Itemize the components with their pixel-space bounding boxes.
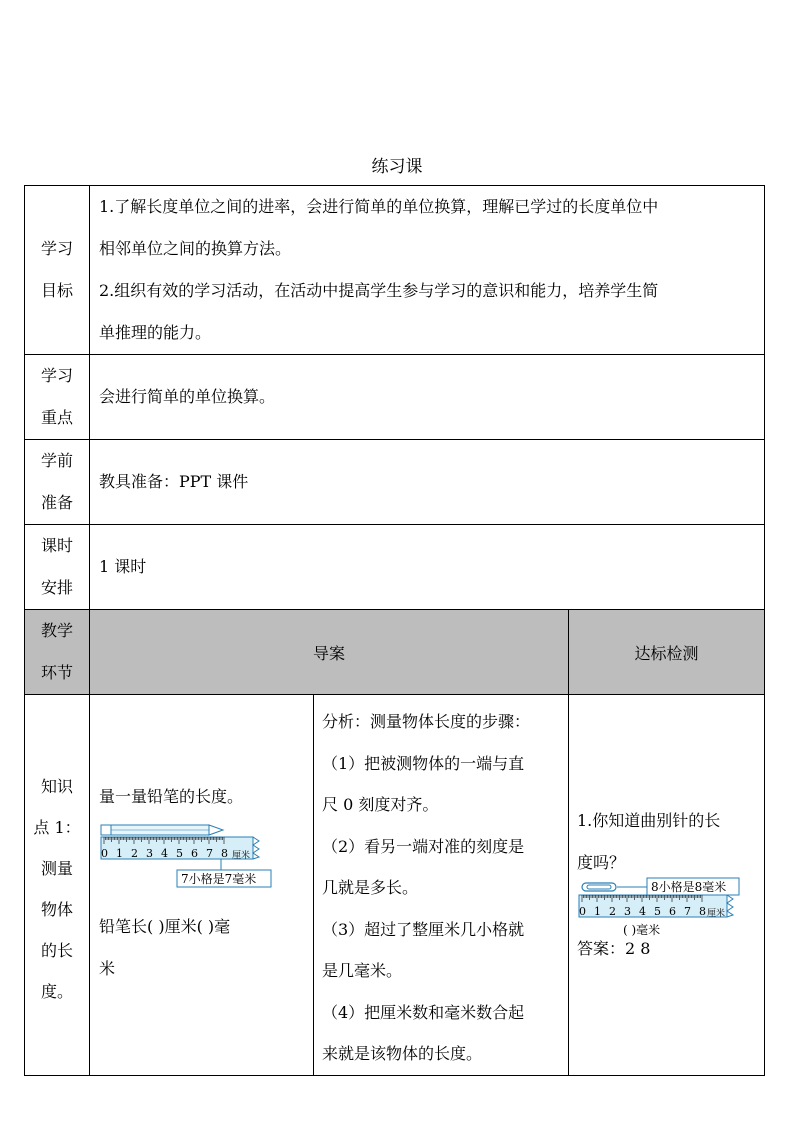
schedule-label-2: 安排 bbox=[40, 578, 73, 597]
ruler-tick-label: 5 bbox=[654, 904, 661, 918]
lesson-plan-table bbox=[24, 185, 765, 1076]
ruler-tick-label: 2 bbox=[131, 846, 138, 860]
ruler-tick-labels-2 bbox=[579, 905, 706, 918]
analysis-line: 分析：测量物体长度的步骤： bbox=[322, 712, 531, 731]
section-header-row bbox=[25, 610, 765, 695]
objectives-content bbox=[90, 186, 765, 355]
pencil-ruler-illustration bbox=[99, 822, 274, 890]
ruler-break-2 bbox=[727, 895, 733, 917]
pencil-task-cell bbox=[90, 695, 314, 1076]
ruler-tick-labels bbox=[101, 847, 228, 860]
analysis-line: （2）看另一端对准的刻度是 bbox=[322, 836, 525, 856]
schedule-label bbox=[25, 525, 90, 610]
ruler-tick-label: 2 bbox=[609, 904, 616, 918]
objectives-line-3: 2.组织有效的学习活动，在活动中提高学生参与学习的意识和能力，培养学生简 bbox=[99, 281, 659, 300]
ruler-tick-label: 4 bbox=[639, 904, 646, 918]
ruler-tick-label: 0 bbox=[101, 846, 108, 860]
knowledge-label-line: 测量 bbox=[40, 858, 73, 878]
ruler-tick-label: 7 bbox=[206, 846, 213, 860]
focus-label-1: 学习 bbox=[40, 366, 73, 385]
knowledge-label-line: 知识 bbox=[40, 776, 73, 796]
prep-label bbox=[25, 440, 90, 525]
focus-row bbox=[25, 355, 765, 440]
focus-label-2: 重点 bbox=[40, 408, 73, 427]
page-title: 练习课 bbox=[371, 157, 423, 177]
pencil-fill-line-1: 铅笔长( )厘米( )毫 bbox=[99, 916, 231, 936]
knowledge-label-line: 的长 bbox=[40, 940, 73, 960]
prep-label-1: 学前 bbox=[40, 451, 73, 470]
schedule-label-1: 课时 bbox=[40, 536, 73, 555]
ruler-tick-label: 3 bbox=[624, 904, 631, 918]
schedule-row bbox=[25, 525, 765, 610]
guide-header: 导案 bbox=[90, 610, 569, 695]
pencil-icon bbox=[101, 825, 223, 835]
check-cell bbox=[569, 695, 765, 1076]
ruler-tick-label: 0 bbox=[579, 904, 586, 918]
pencil-ruler-figure bbox=[99, 822, 313, 906]
analysis-line: 尺 0 刻度对齐。 bbox=[322, 795, 439, 814]
objectives-line-2: 相邻单位之间的换算方法。 bbox=[99, 239, 292, 258]
ruler-tick-label: 8 bbox=[221, 846, 228, 860]
analysis-line: （1）把被测物体的一端与直 bbox=[322, 753, 525, 773]
ruler-tick-label: 4 bbox=[161, 846, 168, 860]
knowledge-label bbox=[25, 695, 90, 1076]
callout-text: 7小格是7毫米 bbox=[181, 871, 257, 886]
prep-row bbox=[25, 440, 765, 525]
objectives-label-2: 目标 bbox=[40, 281, 73, 300]
pencil-fill-line-2: 米 bbox=[99, 958, 116, 978]
check-header: 达标检测 bbox=[569, 610, 765, 695]
analysis-line: 几就是多长。 bbox=[322, 878, 419, 897]
analysis-line: 来就是该物体的长度。 bbox=[322, 1044, 483, 1063]
section-label bbox=[25, 610, 90, 695]
check-answer: 答案：2 8 bbox=[577, 938, 651, 958]
ruler-tick-label: 6 bbox=[191, 846, 198, 860]
prep-content: 教具准备：PPT 课件 bbox=[90, 440, 765, 525]
analysis-line: （4）把厘米数和毫米数合起 bbox=[322, 1002, 525, 1022]
analysis-cell bbox=[314, 695, 569, 1076]
section-label-1: 教学 bbox=[40, 621, 73, 640]
ruler-tick-label: 6 bbox=[669, 904, 676, 918]
objectives-row bbox=[25, 186, 765, 355]
objectives-line-4: 单推理的能力。 bbox=[99, 323, 212, 342]
schedule-content: 1 课时 bbox=[90, 525, 765, 610]
ruler-blank-label: ( )毫米 bbox=[623, 922, 661, 937]
knowledge-row bbox=[25, 695, 765, 1076]
objectives-label-1: 学习 bbox=[40, 239, 73, 258]
objectives-label bbox=[25, 186, 90, 355]
ruler-unit-label-2: 厘米 bbox=[707, 908, 726, 919]
ruler-tick-label: 1 bbox=[594, 904, 601, 918]
prep-label-2: 准备 bbox=[40, 493, 73, 512]
analysis-line: （3）超过了整厘米几小格就 bbox=[322, 919, 525, 939]
focus-content: 会进行简单的单位换算。 bbox=[90, 355, 765, 440]
section-label-2: 环节 bbox=[40, 663, 73, 682]
check-question-line-1: 1.你知道曲别针的长 bbox=[577, 810, 721, 830]
objectives-line-1: 1.了解长度单位之间的进率，会进行简单的单位换算，理解已学过的长度单位中 bbox=[99, 197, 659, 216]
pencil-task: 量一量铅笔的长度。 bbox=[99, 786, 244, 806]
paperclip-icon bbox=[582, 883, 616, 891]
knowledge-label-line: 物体 bbox=[40, 899, 73, 919]
ruler-tick-label: 1 bbox=[116, 846, 123, 860]
ruler-tick-label: 3 bbox=[146, 846, 153, 860]
ruler-tick-label: 5 bbox=[176, 846, 183, 860]
ruler-unit-label: 厘米 bbox=[232, 850, 251, 861]
analysis-line: 是几毫米。 bbox=[322, 961, 403, 980]
focus-label bbox=[25, 355, 90, 440]
ruler-tick-label: 7 bbox=[684, 904, 691, 918]
callout-text-2: 8小格是8毫米 bbox=[651, 879, 727, 894]
knowledge-label-line: 度。 bbox=[40, 981, 73, 1001]
check-question-line-2: 度吗？ bbox=[577, 852, 626, 872]
knowledge-label-line: 点 1： bbox=[33, 817, 81, 837]
ruler-tick-label: 8 bbox=[699, 904, 706, 918]
